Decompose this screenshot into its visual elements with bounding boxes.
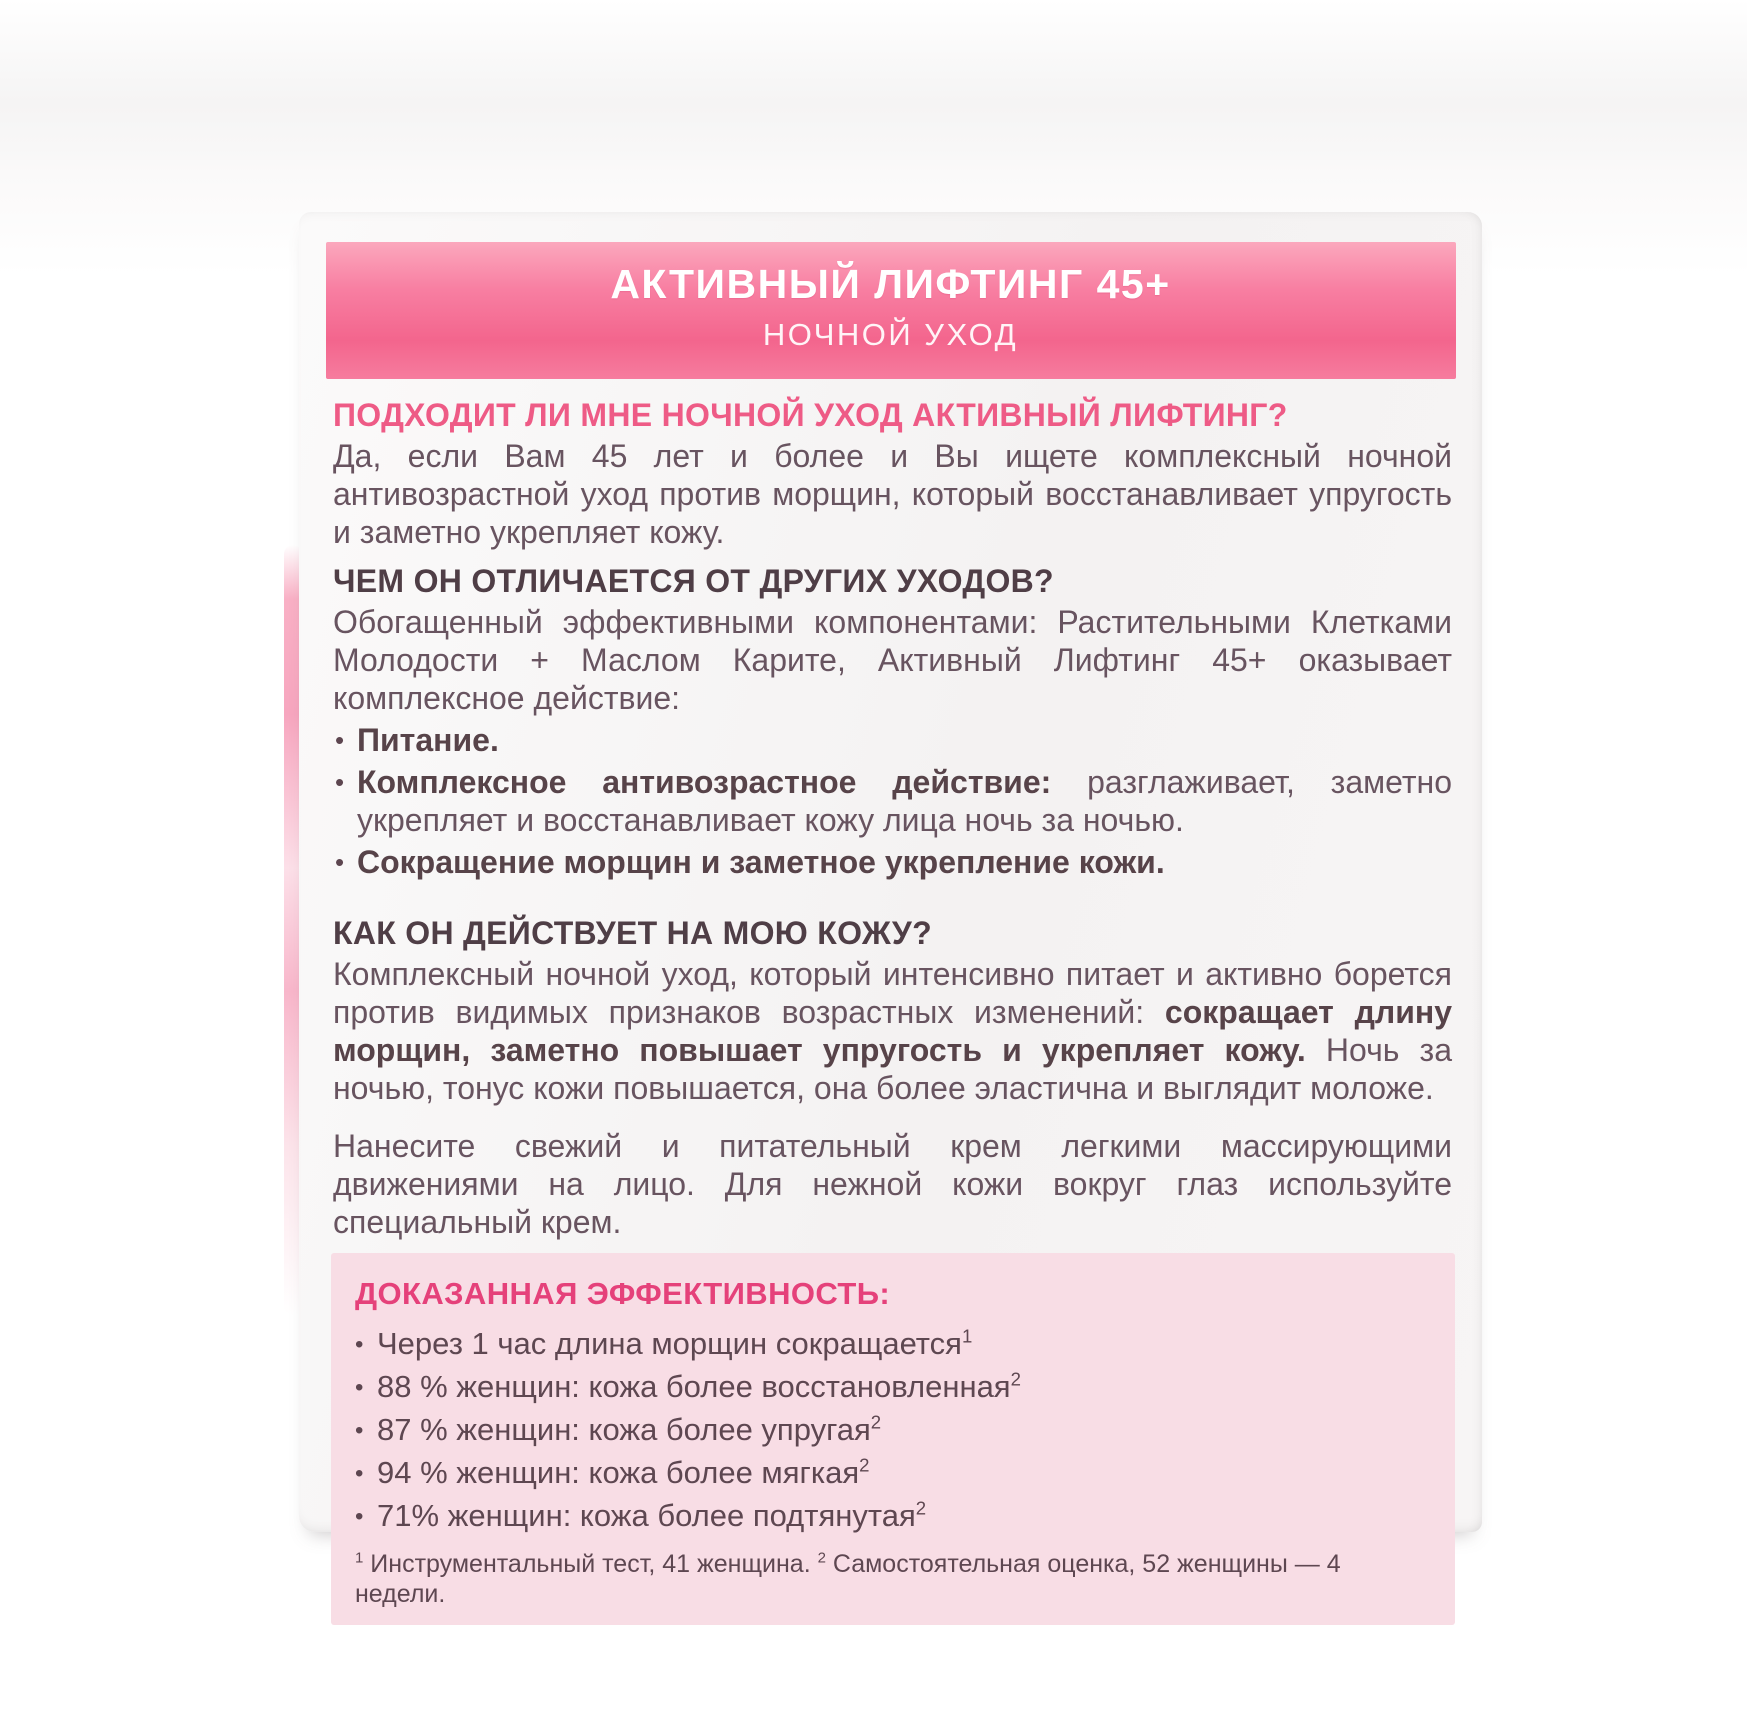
list-item (333, 763, 1452, 839)
footnote-marker: 2 (1010, 1368, 1021, 1390)
footnote-text: Самостоятельная оценка, 52 женщины — 4 недели. (355, 1550, 1341, 1608)
proven-effectiveness-box (331, 1253, 1455, 1625)
how-body-bold: сокращает длину морщин, заметно повышает упругость и укрепляет кожу. (333, 994, 1453, 1068)
stat-text: Через 1 час длина морщин сокращается (377, 1326, 962, 1361)
stat-item (355, 1325, 1431, 1363)
list-item (333, 843, 1452, 881)
section-how-body (333, 955, 1452, 1107)
product-title: АКТИВНЫЙ ЛИФТИНГ 45+ (610, 261, 1171, 307)
benefit-rest-text: разглаживает, заметно укрепляет и восстанавливает кожу лица ночь за ночью. (357, 764, 1453, 838)
stat-text: 94 % женщин: кожа более мягкая (377, 1455, 860, 1490)
benefit-bold-text: Питание. (357, 722, 499, 758)
section-fit-heading: ПОДХОДИТ ЛИ МНЕ НОЧНОЙ УХОД АКТИВНЫЙ ЛИФТИНГ? (333, 397, 1288, 433)
section-diff-body: Обогащенный эффективными компонентами: Растительными Клетками Молодости + Маслом Карите, Активный Лифтинг 45+ оказывает комплексное действие: (333, 604, 1452, 716)
product-subtitle: НОЧНОЙ УХОД (762, 317, 1019, 352)
footnote-marker: 2 (817, 1549, 826, 1567)
stat-text: 87 % женщин: кожа более упругая (377, 1412, 871, 1447)
section-fit-body: Да, если Вам 45 лет и более и Вы ищете комплексный ночной антивозрастной уход против морщин, который восстанавливает упругость и заметно укрепляет кожу. (333, 438, 1452, 550)
section-how-heading: КАК ОН ДЕЙСТВУЕТ НА МОЮ КОЖУ? (333, 915, 932, 951)
study-footnote (355, 1549, 1431, 1609)
footnote-text: Инструментальный тест, 41 женщина. (363, 1550, 818, 1578)
application-instructions: Нанесите свежий и питательный крем легкими массирующими движениями на лицо. Для нежной кожи вокруг глаз используйте специальный крем. (333, 1128, 1452, 1240)
stat-text: 71% женщин: кожа более подтянутая (377, 1498, 916, 1533)
footnote-marker: 2 (915, 1497, 927, 1519)
proven-effectiveness-title: ДОКАЗАННАЯ ЭФФЕКТИВНОСТЬ: (355, 1276, 891, 1311)
footnote-marker: 2 (870, 1411, 882, 1433)
stat-item (355, 1454, 1431, 1492)
section-diff-heading: ЧЕМ ОН ОТЛИЧАЕТСЯ ОТ ДРУГИХ УХОДОВ? (333, 563, 1054, 599)
footnote-marker: 1 (355, 1549, 364, 1567)
stat-text: 88 % женщин: кожа более восстановленная (377, 1369, 1011, 1404)
proven-stats-list (355, 1325, 1431, 1535)
package-back-panel (299, 212, 1482, 1608)
product-title-banner (326, 242, 1456, 379)
footnote-marker: 1 (961, 1325, 973, 1347)
list-item (333, 721, 1452, 759)
benefits-list (333, 721, 1452, 881)
stat-item (355, 1368, 1431, 1406)
stat-item (355, 1497, 1431, 1535)
how-body-start: Комплексный ночной уход, который интенсивно питает и активно борется против видимых признаков возрастных изменений: (333, 956, 1452, 1030)
panel-text-content (299, 396, 1482, 1625)
benefit-bold-text: Сокращение морщин и заметное укрепление кожи. (357, 844, 1165, 880)
stat-item (355, 1411, 1431, 1449)
footnote-marker: 2 (859, 1454, 870, 1476)
how-body-end: Ночь за ночью, тонус кожи повышается, она более эластична и выглядит моложе. (333, 1032, 1453, 1106)
benefit-bold-text: Комплексное антивозрастное действие: (357, 764, 1052, 800)
